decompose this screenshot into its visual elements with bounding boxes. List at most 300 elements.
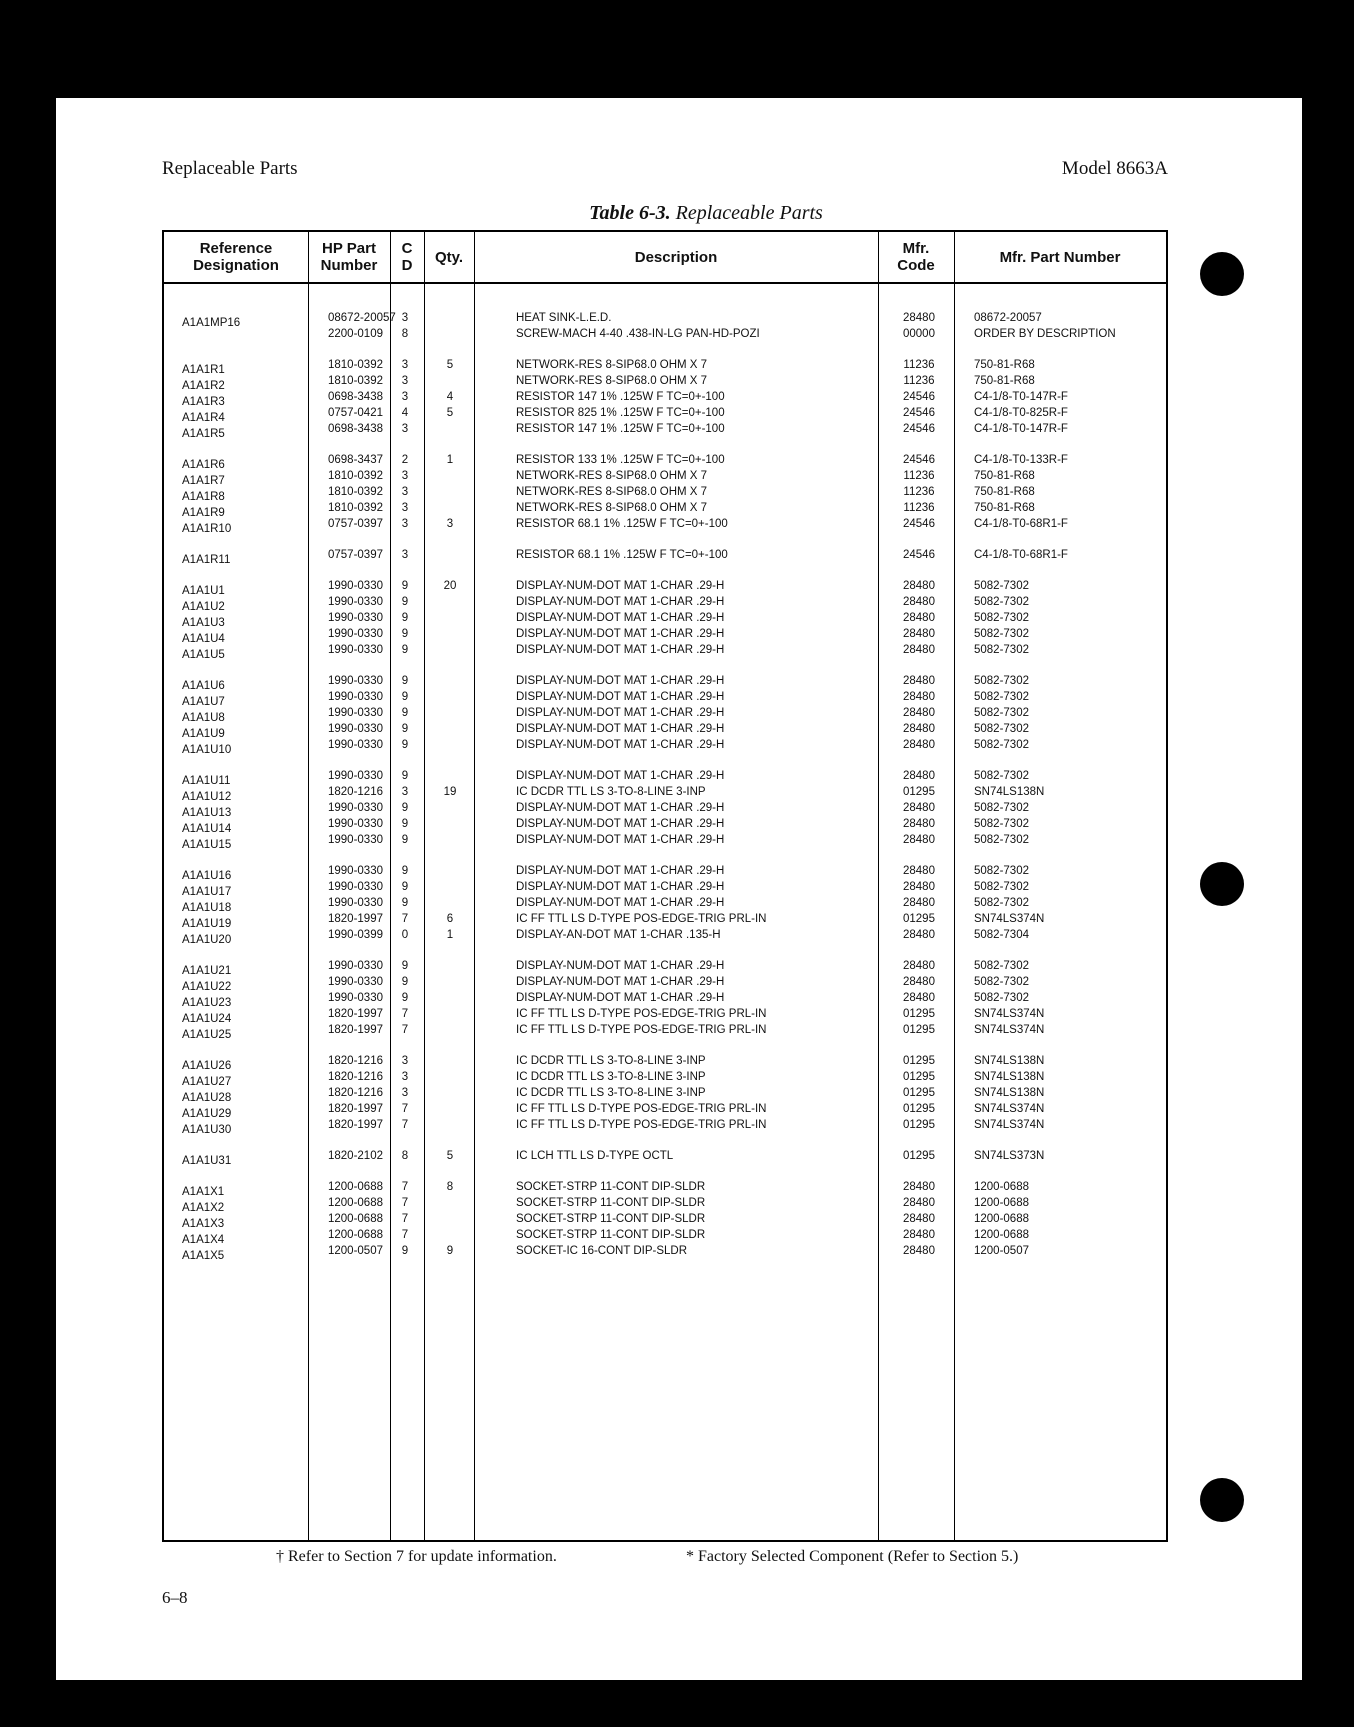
cell-reference: A1A1U20	[182, 934, 232, 946]
cell-reference: A1A1U3	[182, 617, 225, 629]
cell-reference: A1A1U4	[182, 633, 225, 645]
table-row	[164, 974, 1166, 993]
cell-description: DISPLAY-NUM-DOT MAT 1-CHAR .29-H	[516, 628, 725, 640]
cell-description: IC DCDR TTL LS 3-TO-8-LINE 3-INP	[516, 1055, 706, 1067]
table-row	[164, 1117, 1166, 1136]
cell-hp-part-number: 1810-0392	[328, 486, 383, 498]
cell-qty: 19	[443, 786, 457, 798]
cell-cd: 8	[401, 328, 409, 340]
cell-mfr-part-number: SN74LS374N	[974, 1008, 1045, 1020]
cell-description: SCREW-MACH 4-40 .438-IN-LG PAN-HD-POZI	[516, 328, 760, 340]
cell-reference: A1A1X4	[182, 1234, 225, 1246]
cell-mfr-part-number: SN74LS373N	[974, 1150, 1045, 1162]
cell-reference: A1A1R8	[182, 491, 225, 503]
cell-mfr-code: 01295	[903, 1071, 935, 1083]
cell-mfr-part-number: 5082-7302	[974, 675, 1029, 687]
cell-cd: 9	[401, 723, 409, 735]
cell-description: DISPLAY-NUM-DOT MAT 1-CHAR .29-H	[516, 897, 725, 909]
cell-hp-part-number: 1810-0392	[328, 375, 383, 387]
table-row	[164, 452, 1166, 471]
cell-mfr-code: 11236	[903, 486, 935, 498]
cell-description: SOCKET-IC 16-CONT DIP-SLDR	[516, 1245, 688, 1257]
cell-description: DISPLAY-NUM-DOT MAT 1-CHAR .29-H	[516, 834, 725, 846]
cell-description: SOCKET-STRP 11-CONT DIP-SLDR	[516, 1229, 706, 1241]
cell-mfr-code: 28480	[903, 881, 935, 893]
cell-hp-part-number: 1990-0330	[328, 723, 383, 735]
cell-description: IC LCH TTL LS D-TYPE OCTL	[516, 1150, 674, 1162]
cell-hp-part-number: 1990-0330	[328, 691, 383, 703]
cell-qty: 20	[443, 580, 457, 592]
cell-hp-part-number: 1990-0330	[328, 770, 383, 782]
table-header-row	[164, 232, 1166, 284]
cell-mfr-code: 01295	[903, 913, 935, 925]
cell-mfr-part-number: 5082-7302	[974, 691, 1029, 703]
header-reference-designation: Reference Designation	[193, 240, 279, 274]
cell-cd: 9	[401, 992, 409, 1004]
cell-hp-part-number: 1820-1997	[328, 1008, 383, 1020]
cell-hp-part-number: 1200-0688	[328, 1197, 383, 1209]
cell-hp-part-number: 1990-0330	[328, 739, 383, 751]
cell-cd: 2	[401, 454, 409, 466]
table-row	[164, 990, 1166, 1009]
cell-hp-part-number: 1990-0330	[328, 992, 383, 1004]
cell-description: DISPLAY-NUM-DOT MAT 1-CHAR .29-H	[516, 802, 725, 814]
table-row	[164, 484, 1166, 503]
document-page	[56, 98, 1302, 1680]
cell-hp-part-number: 1820-1216	[328, 1071, 383, 1083]
cell-description: IC DCDR TTL LS 3-TO-8-LINE 3-INP	[516, 1087, 706, 1099]
cell-description: DISPLAY-NUM-DOT MAT 1-CHAR .29-H	[516, 723, 725, 735]
model-header: Model 8663A	[1061, 158, 1168, 179]
cell-reference: A1A1U30	[182, 1124, 232, 1136]
cell-description: DISPLAY-NUM-DOT MAT 1-CHAR .29-H	[516, 770, 725, 782]
cell-description: RESISTOR 68.1 1% .125W F TC=0+-100	[516, 518, 728, 530]
cell-mfr-part-number: C4-1/8-T0-147R-F	[974, 391, 1068, 403]
cell-mfr-code: 24546	[903, 454, 935, 466]
cell-reference: A1A1U19	[182, 918, 232, 930]
table-row	[164, 832, 1166, 851]
cell-mfr-code: 28480	[903, 691, 935, 703]
cell-mfr-part-number: 5082-7302	[974, 596, 1029, 608]
binder-hole	[1200, 252, 1244, 296]
table-row	[164, 389, 1166, 408]
cell-mfr-code: 28480	[903, 1229, 935, 1241]
cell-cd: 3	[401, 549, 409, 561]
cell-cd: 7	[401, 1119, 409, 1131]
cell-mfr-code: 28480	[903, 1197, 935, 1209]
cell-hp-part-number: 0757-0397	[328, 518, 383, 530]
cell-hp-part-number: 1810-0392	[328, 470, 383, 482]
table-row	[164, 879, 1166, 898]
cell-hp-part-number: 1990-0330	[328, 960, 383, 972]
cell-mfr-code: 01295	[903, 1024, 935, 1036]
cell-hp-part-number: 0757-0421	[328, 407, 383, 419]
cell-mfr-part-number: 5082-7302	[974, 628, 1029, 640]
table-row	[164, 326, 1166, 342]
cell-mfr-part-number: 5082-7302	[974, 770, 1029, 782]
cell-reference: A1A1U6	[182, 680, 225, 692]
table-row	[164, 500, 1166, 519]
cell-mfr-code: 28480	[903, 596, 935, 608]
table-row	[164, 626, 1166, 645]
cell-mfr-part-number: 5082-7302	[974, 897, 1029, 909]
cell-cd: 9	[401, 865, 409, 877]
table-row	[164, 421, 1166, 440]
cell-hp-part-number: 1990-0330	[328, 675, 383, 687]
cell-hp-part-number: 1990-0330	[328, 644, 383, 656]
table-body	[164, 310, 1166, 1262]
cell-reference: A1A1U17	[182, 886, 232, 898]
cell-mfr-code: 28480	[903, 707, 935, 719]
cell-hp-part-number: 1990-0330	[328, 834, 383, 846]
cell-cd: 3	[401, 518, 409, 530]
cell-description: DISPLAY-NUM-DOT MAT 1-CHAR .29-H	[516, 707, 725, 719]
cell-cd: 7	[401, 1213, 409, 1225]
cell-cd: 9	[401, 675, 409, 687]
table-row	[164, 594, 1166, 613]
cell-qty: 6	[446, 913, 454, 925]
cell-cd: 3	[401, 486, 409, 498]
cell-cd: 9	[401, 770, 409, 782]
cell-mfr-part-number: SN74LS138N	[974, 786, 1045, 798]
cell-description: DISPLAY-NUM-DOT MAT 1-CHAR .29-H	[516, 976, 725, 988]
cell-mfr-code: 28480	[903, 770, 935, 782]
table-row	[164, 863, 1166, 882]
cell-reference: A1A1U15	[182, 839, 232, 851]
table-row	[164, 1101, 1166, 1120]
cell-reference: A1A1U8	[182, 712, 225, 724]
cell-mfr-code: 28480	[903, 739, 935, 751]
cell-mfr-part-number: 5082-7302	[974, 644, 1029, 656]
cell-mfr-code: 28480	[903, 865, 935, 877]
cell-cd: 8	[401, 1150, 409, 1162]
cell-mfr-code: 28480	[903, 612, 935, 624]
cell-reference: A1A1U23	[182, 997, 232, 1009]
cell-mfr-part-number: C4-1/8-T0-133R-F	[974, 454, 1068, 466]
cell-description: IC FF TTL LS D-TYPE POS-EDGE-TRIG PRL-IN	[516, 1008, 767, 1020]
footnote-update: † Refer to Section 7 for update information.	[276, 1548, 557, 1565]
cell-description: SOCKET-STRP 11-CONT DIP-SLDR	[516, 1181, 706, 1193]
cell-mfr-part-number: 750-81-R68	[974, 486, 1035, 498]
cell-description: RESISTOR 147 1% .125W F TC=0+-100	[516, 423, 725, 435]
cell-reference: A1A1R1	[182, 364, 225, 376]
cell-mfr-code: 11236	[903, 470, 935, 482]
table-row	[164, 895, 1166, 914]
cell-hp-part-number: 1990-0330	[328, 802, 383, 814]
cell-description: HEAT SINK-L.E.D.	[516, 312, 612, 324]
cell-mfr-code: 28480	[903, 1245, 935, 1257]
cell-hp-part-number: 1990-0330	[328, 580, 383, 592]
section-header: Replaceable Parts	[162, 158, 298, 179]
cell-mfr-code: 24546	[903, 423, 935, 435]
cell-mfr-part-number: 5082-7302	[974, 834, 1029, 846]
cell-mfr-part-number: C4-1/8-T0-68R1-F	[974, 518, 1068, 530]
table-row	[164, 721, 1166, 740]
cell-mfr-code: 28480	[903, 1213, 935, 1225]
cell-mfr-part-number: 5082-7302	[974, 976, 1029, 988]
table-row	[164, 1211, 1166, 1230]
cell-reference: A1A1U16	[182, 870, 232, 882]
cell-cd: 9	[401, 897, 409, 909]
cell-hp-part-number: 0698-3438	[328, 391, 383, 403]
cell-mfr-code: 28480	[903, 834, 935, 846]
cell-reference: A1A1U22	[182, 981, 232, 993]
cell-hp-part-number: 1200-0688	[328, 1229, 383, 1241]
cell-hp-part-number: 1990-0330	[328, 976, 383, 988]
table-row	[164, 689, 1166, 708]
table-row	[164, 1006, 1166, 1025]
cell-cd: 9	[401, 580, 409, 592]
cell-mfr-part-number: 5082-7302	[974, 881, 1029, 893]
cell-mfr-part-number: 1200-0688	[974, 1213, 1029, 1225]
cell-mfr-code: 28480	[903, 960, 935, 972]
cell-mfr-code: 28480	[903, 897, 935, 909]
cell-description: DISPLAY-NUM-DOT MAT 1-CHAR .29-H	[516, 739, 725, 751]
cell-hp-part-number: 0757-0397	[328, 549, 383, 561]
cell-description: DISPLAY-NUM-DOT MAT 1-CHAR .29-H	[516, 612, 725, 624]
cell-hp-part-number: 1990-0330	[328, 628, 383, 640]
cell-mfr-part-number: 1200-0688	[974, 1181, 1029, 1193]
cell-qty: 4	[446, 391, 454, 403]
table-row	[164, 1148, 1166, 1167]
table-number: Table 6-3.	[589, 202, 671, 224]
cell-mfr-code: 24546	[903, 407, 935, 419]
cell-hp-part-number: 1990-0399	[328, 929, 383, 941]
cell-cd: 3	[401, 1055, 409, 1067]
table-row	[164, 1195, 1166, 1214]
cell-cd: 7	[401, 1197, 409, 1209]
cell-reference: A1A1U18	[182, 902, 232, 914]
cell-mfr-code: 28480	[903, 929, 935, 941]
cell-cd: 3	[401, 375, 409, 387]
cell-mfr-part-number: 5082-7302	[974, 802, 1029, 814]
cell-hp-part-number: 1990-0330	[328, 707, 383, 719]
cell-cd: 3	[401, 1071, 409, 1083]
cell-cd: 3	[401, 391, 409, 403]
cell-reference: A1A1R5	[182, 428, 225, 440]
table-row	[164, 642, 1166, 661]
cell-mfr-part-number: 750-81-R68	[974, 375, 1035, 387]
table-row	[164, 468, 1166, 487]
cell-cd: 7	[401, 1024, 409, 1036]
cell-description: IC FF TTL LS D-TYPE POS-EDGE-TRIG PRL-IN	[516, 1119, 767, 1131]
table-row	[164, 1179, 1166, 1198]
table-row	[164, 516, 1166, 535]
cell-cd: 9	[401, 707, 409, 719]
cell-cd: 7	[401, 1181, 409, 1193]
cell-hp-part-number: 1200-0688	[328, 1213, 383, 1225]
cell-description: DISPLAY-NUM-DOT MAT 1-CHAR .29-H	[516, 596, 725, 608]
cell-mfr-code: 28480	[903, 818, 935, 830]
cell-mfr-part-number: C4-1/8-T0-825R-F	[974, 407, 1068, 419]
cell-hp-part-number: 1990-0330	[328, 612, 383, 624]
cell-mfr-code: 28480	[903, 580, 935, 592]
cell-mfr-code: 11236	[903, 502, 935, 514]
parts-table	[162, 230, 1168, 1542]
cell-cd: 9	[401, 644, 409, 656]
cell-mfr-part-number: 5082-7302	[974, 865, 1029, 877]
header-cd: C D	[401, 240, 413, 274]
table-row	[164, 373, 1166, 392]
cell-hp-part-number: 2200-0109	[328, 328, 383, 340]
table-row	[164, 357, 1166, 376]
cell-reference: A1A1X2	[182, 1202, 225, 1214]
cell-reference: A1A1R10	[182, 523, 232, 535]
cell-description: NETWORK-RES 8-SIP68.0 OHM X 7	[516, 470, 708, 482]
cell-mfr-code: 28480	[903, 312, 935, 324]
cell-hp-part-number: 1820-1997	[328, 1103, 383, 1115]
cell-reference: A1A1U5	[182, 649, 225, 661]
cell-reference: A1A1U12	[182, 791, 232, 803]
cell-mfr-part-number: 5082-7302	[974, 992, 1029, 1004]
cell-hp-part-number: 1820-1216	[328, 786, 383, 798]
cell-hp-part-number: 1200-0688	[328, 1181, 383, 1193]
cell-description: NETWORK-RES 8-SIP68.0 OHM X 7	[516, 375, 708, 387]
cell-mfr-code: 01295	[903, 1087, 935, 1099]
cell-description: DISPLAY-NUM-DOT MAT 1-CHAR .29-H	[516, 580, 725, 592]
cell-hp-part-number: 1820-1216	[328, 1087, 383, 1099]
binder-hole	[1200, 1478, 1244, 1522]
table-row	[164, 578, 1166, 597]
cell-hp-part-number: 1810-0392	[328, 502, 383, 514]
cell-cd: 3	[401, 423, 409, 435]
table-row	[164, 705, 1166, 724]
cell-mfr-code: 28480	[903, 992, 935, 1004]
cell-hp-part-number: 1820-2102	[328, 1150, 383, 1162]
cell-reference: A1A1U1	[182, 585, 225, 597]
cell-hp-part-number: 0698-3437	[328, 454, 383, 466]
cell-description: DISPLAY-NUM-DOT MAT 1-CHAR .29-H	[516, 992, 725, 1004]
cell-description: IC FF TTL LS D-TYPE POS-EDGE-TRIG PRL-IN	[516, 1103, 767, 1115]
table-row	[164, 1022, 1166, 1041]
table-row	[164, 958, 1166, 977]
table-row	[164, 1085, 1166, 1104]
cell-cd: 3	[401, 502, 409, 514]
cell-reference: A1A1X5	[182, 1250, 225, 1262]
header-mfr-code: Mfr. Code	[897, 240, 935, 274]
table-row	[164, 927, 1166, 946]
cell-reference: A1A1U11	[182, 775, 231, 787]
cell-description: DISPLAY-NUM-DOT MAT 1-CHAR .29-H	[516, 881, 725, 893]
table-row	[164, 405, 1166, 424]
page-number: 6–8	[162, 1588, 188, 1607]
cell-reference: A1A1U27	[182, 1076, 232, 1088]
cell-mfr-code: 28480	[903, 976, 935, 988]
cell-description: SOCKET-STRP 11-CONT DIP-SLDR	[516, 1213, 706, 1225]
cell-hp-part-number: 1820-1997	[328, 1024, 383, 1036]
cell-mfr-code: 01295	[903, 1150, 935, 1162]
cell-reference: A1A1U13	[182, 807, 232, 819]
cell-description: NETWORK-RES 8-SIP68.0 OHM X 7	[516, 486, 708, 498]
table-row	[164, 816, 1166, 835]
table-row	[164, 1053, 1166, 1072]
cell-cd: 3	[401, 312, 409, 324]
cell-mfr-part-number: 5082-7302	[974, 818, 1029, 830]
cell-reference: A1A1R9	[182, 507, 225, 519]
cell-hp-part-number: 1810-0392	[328, 359, 383, 371]
cell-cd: 0	[401, 929, 409, 941]
cell-description: DISPLAY-NUM-DOT MAT 1-CHAR .29-H	[516, 818, 725, 830]
cell-mfr-part-number: SN74LS374N	[974, 1119, 1045, 1131]
cell-mfr-part-number: ORDER BY DESCRIPTION	[974, 328, 1116, 340]
cell-description: NETWORK-RES 8-SIP68.0 OHM X 7	[516, 359, 708, 371]
cell-mfr-part-number: 5082-7302	[974, 960, 1029, 972]
cell-reference: A1A1U28	[182, 1092, 232, 1104]
cell-mfr-code: 01295	[903, 1055, 935, 1067]
table-row	[164, 768, 1166, 787]
cell-cd: 9	[401, 628, 409, 640]
header-hp-part-number: HP Part Number	[320, 240, 378, 274]
cell-mfr-code: 28480	[903, 723, 935, 735]
cell-description: IC FF TTL LS D-TYPE POS-EDGE-TRIG PRL-IN	[516, 913, 767, 925]
cell-mfr-part-number: 1200-0688	[974, 1229, 1029, 1241]
cell-mfr-code: 24546	[903, 391, 935, 403]
header-qty: Qty.	[434, 248, 464, 266]
cell-cd: 7	[401, 913, 409, 925]
cell-mfr-code: 28480	[903, 628, 935, 640]
cell-qty: 5	[446, 407, 454, 419]
cell-description: DISPLAY-NUM-DOT MAT 1-CHAR .29-H	[516, 644, 725, 656]
cell-reference: A1A1X1	[182, 1186, 225, 1198]
cell-description: RESISTOR 68.1 1% .125W F TC=0+-100	[516, 549, 728, 561]
cell-cd: 9	[401, 596, 409, 608]
cell-mfr-part-number: SN74LS138N	[974, 1055, 1045, 1067]
cell-mfr-code: 24546	[903, 518, 935, 530]
cell-qty: 9	[446, 1245, 454, 1257]
cell-cd: 9	[401, 976, 409, 988]
cell-reference: A1A1R2	[182, 380, 225, 392]
cell-cd: 7	[401, 1008, 409, 1020]
cell-mfr-code: 28480	[903, 1181, 935, 1193]
header-description: Description	[634, 248, 718, 266]
cell-description: RESISTOR 133 1% .125W F TC=0+-100	[516, 454, 725, 466]
cell-hp-part-number: 1990-0330	[328, 897, 383, 909]
cell-description: DISPLAY-AN-DOT MAT 1-CHAR .135-H	[516, 929, 721, 941]
table-name: Replaceable Parts	[675, 202, 823, 224]
cell-cd: 3	[401, 786, 409, 798]
table-row	[164, 310, 1166, 329]
cell-mfr-part-number: 1200-0507	[974, 1245, 1029, 1257]
table-row	[164, 610, 1166, 629]
cell-description: RESISTOR 825 1% .125W F TC=0+-100	[516, 407, 725, 419]
table-row	[164, 737, 1166, 756]
table-row	[164, 673, 1166, 692]
table-row	[164, 1243, 1166, 1262]
cell-reference: A1A1U7	[182, 696, 225, 708]
cell-reference: A1A1U26	[182, 1060, 232, 1072]
cell-description: DISPLAY-NUM-DOT MAT 1-CHAR .29-H	[516, 675, 725, 687]
table-row	[164, 911, 1166, 930]
cell-reference: A1A1U24	[182, 1013, 232, 1025]
cell-cd: 9	[401, 1245, 409, 1257]
table-row	[164, 547, 1166, 566]
footnote-factory: * Factory Selected Component (Refer to Section 5.)	[686, 1548, 1019, 1565]
cell-mfr-part-number: SN74LS374N	[974, 1024, 1045, 1036]
cell-cd: 9	[401, 802, 409, 814]
cell-hp-part-number: 1990-0330	[328, 818, 383, 830]
cell-cd: 9	[401, 881, 409, 893]
cell-qty: 1	[446, 454, 454, 466]
cell-reference: A1A1R6	[182, 459, 225, 471]
cell-mfr-part-number: C4-1/8-T0-68R1-F	[974, 549, 1068, 561]
cell-cd: 3	[401, 470, 409, 482]
cell-mfr-code: 28480	[903, 644, 935, 656]
cell-description: IC FF TTL LS D-TYPE POS-EDGE-TRIG PRL-IN	[516, 1024, 767, 1036]
cell-reference: A1A1X3	[182, 1218, 225, 1230]
cell-reference: A1A1U10	[182, 744, 232, 756]
cell-mfr-code: 01295	[903, 1103, 935, 1115]
cell-reference: A1A1U31	[182, 1155, 232, 1167]
